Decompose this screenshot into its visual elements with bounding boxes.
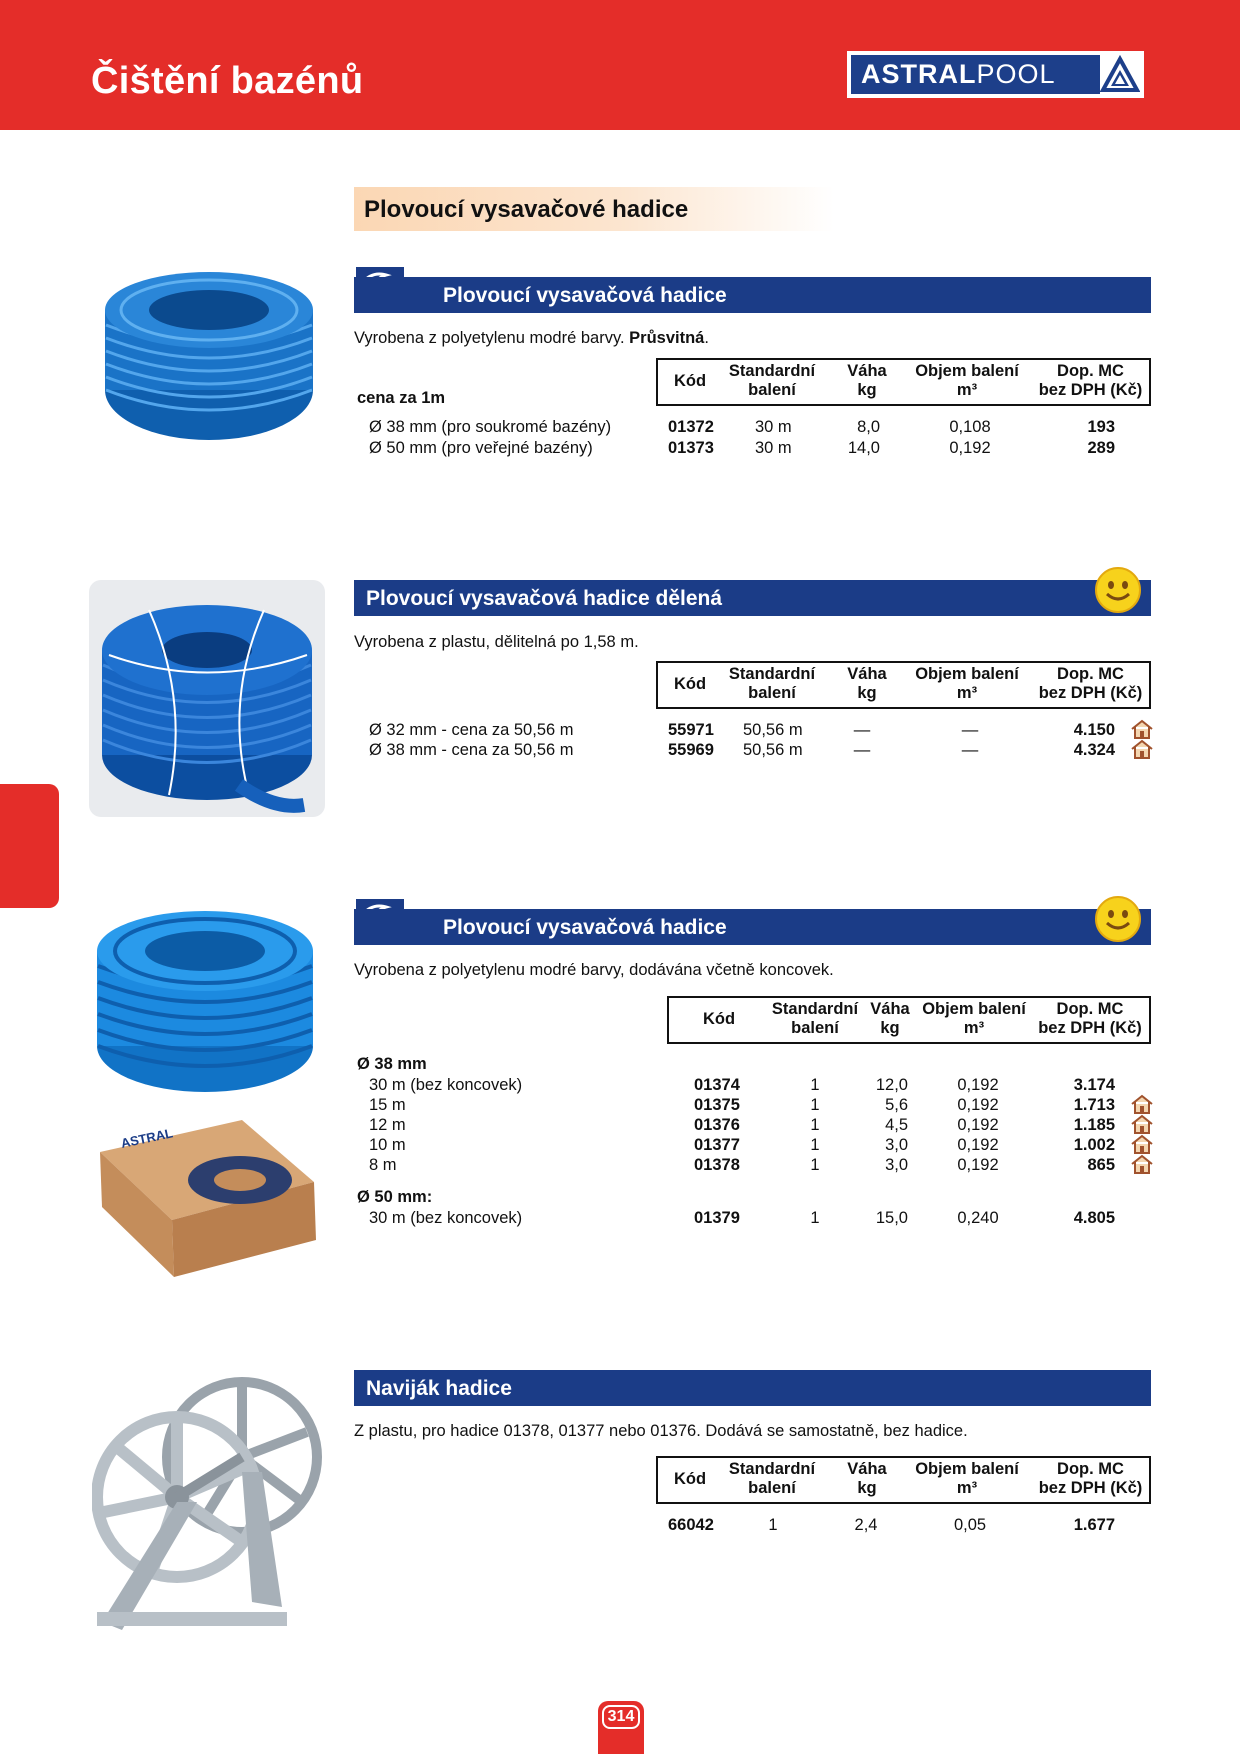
house-icon xyxy=(1131,739,1153,759)
row-price: 1.185 xyxy=(1073,1116,1115,1134)
row-code: 01373 xyxy=(668,439,714,457)
row-weight: 12,0 xyxy=(875,1076,908,1094)
section-title-bar xyxy=(354,909,1151,945)
row-pack: 1 xyxy=(810,1136,820,1154)
house-icon xyxy=(1131,1154,1153,1174)
col-vaha-2: kg xyxy=(880,1019,900,1037)
col-kod: Kód xyxy=(673,1470,707,1488)
row-code: 55971 xyxy=(668,721,714,739)
col-baleni xyxy=(722,1460,822,1498)
row-pack: 1 xyxy=(810,1156,820,1174)
col-vaha xyxy=(865,1000,915,1038)
col-cena-2: bez DPH (Kč) xyxy=(1038,1019,1142,1037)
row-price: 1.002 xyxy=(1073,1136,1115,1154)
row-name: Ø 38 mm (pro soukromé bazény) xyxy=(369,418,612,436)
table-header xyxy=(656,1456,1151,1504)
row-code: 01379 xyxy=(694,1209,740,1227)
col-cena-2: bez DPH (Kč) xyxy=(1038,684,1143,702)
col-baleni-2: balení xyxy=(748,684,796,702)
col-objem-2: m³ xyxy=(956,684,978,702)
col-objem-1: Objem balení xyxy=(915,665,1019,683)
col-kod: Kód xyxy=(702,1010,736,1028)
row-weight: 3,0 xyxy=(885,1136,908,1154)
col-objem-2: m³ xyxy=(956,381,978,399)
col-objem-1: Objem balení xyxy=(922,1000,1026,1018)
row-code: 01376 xyxy=(694,1116,740,1134)
col-cena-1: Dop. MC xyxy=(1057,665,1124,683)
page-title: Čištění bazénů xyxy=(91,60,364,102)
row-name: Ø 38 mm - cena za 50,56 m xyxy=(369,741,574,759)
row-weight: 4,5 xyxy=(885,1116,908,1134)
svg-text:ASTRAL: ASTRAL xyxy=(119,1125,175,1151)
col-kod: Kód xyxy=(673,675,707,693)
row-weight: 3,0 xyxy=(885,1156,908,1174)
section-title-bar xyxy=(354,580,1151,616)
row-weight: 8,0 xyxy=(857,418,880,436)
row-volume: 0,192 xyxy=(957,1136,999,1154)
row-price: 289 xyxy=(1087,439,1115,457)
row-pack: 50,56 m xyxy=(743,741,803,759)
row-weight: — xyxy=(853,721,871,739)
col-baleni-2: balení xyxy=(748,381,796,399)
row-price: 865 xyxy=(1087,1156,1115,1174)
col-baleni xyxy=(765,1000,865,1038)
row-price: 193 xyxy=(1087,418,1115,436)
col-vaha-2: kg xyxy=(857,381,877,399)
row-name: 8 m xyxy=(369,1156,397,1174)
row-code: 01372 xyxy=(668,418,714,436)
row-code: 55969 xyxy=(668,741,714,759)
section-title-bar xyxy=(354,277,1151,313)
col-baleni-1: Standardní xyxy=(728,362,816,380)
row-price: 1.713 xyxy=(1073,1096,1115,1114)
section-description: Z plastu, pro hadice 01378, 01377 nebo 01376. Dodává se samostatně, bez hadice. xyxy=(354,1422,968,1440)
row-volume: — xyxy=(961,721,979,739)
page-heading xyxy=(354,187,834,231)
row-code: 01375 xyxy=(694,1096,740,1114)
astralpool-logo xyxy=(847,51,1144,98)
row-pack: 1 xyxy=(810,1209,820,1227)
col-vaha-2: kg xyxy=(857,684,877,702)
section-description xyxy=(354,329,709,348)
row-volume: 0,192 xyxy=(949,439,991,457)
col-cena xyxy=(1032,665,1149,703)
col-cena-2: bez DPH (Kč) xyxy=(1038,1479,1143,1497)
row-volume: 0,240 xyxy=(957,1209,999,1227)
house-icon xyxy=(1131,1094,1153,1114)
col-cena-1: Dop. MC xyxy=(1056,1000,1124,1018)
row-volume: — xyxy=(961,741,979,759)
description-text: Vyrobena z polyetylenu modré barvy. xyxy=(354,329,630,347)
col-objem-2: m³ xyxy=(956,1479,978,1497)
col-objem xyxy=(902,1460,1032,1498)
row-code: 01374 xyxy=(694,1076,740,1094)
group-label-38mm: Ø 38 mm xyxy=(357,1055,427,1073)
row-code: 01378 xyxy=(694,1156,740,1174)
row-pack: 1 xyxy=(810,1116,820,1134)
col-objem-2: m³ xyxy=(963,1019,985,1037)
col-baleni-2: balení xyxy=(748,1479,796,1497)
row-volume: 0,108 xyxy=(949,418,991,436)
section-description: Vyrobena z polyetylenu modré barvy, dodávána včetně koncovek. xyxy=(354,961,834,979)
logo-text-pool: POOL xyxy=(976,59,1056,89)
description-bold: Průsvitná xyxy=(629,329,705,347)
col-baleni-1: Standardní xyxy=(728,1460,816,1478)
astralpool-a-icon xyxy=(1100,55,1140,94)
page-heading-text: Plovoucí vysavačové hadice xyxy=(364,196,689,223)
row-weight: 2,4 xyxy=(854,1516,878,1534)
row-weight: 5,6 xyxy=(885,1096,908,1114)
table-header xyxy=(656,661,1151,709)
col-objem-1: Objem balení xyxy=(915,362,1019,380)
section-title: Plovoucí vysavačová hadice xyxy=(443,284,727,307)
col-baleni xyxy=(722,665,822,703)
row-name: Ø 32 mm - cena za 50,56 m xyxy=(369,721,574,739)
table-header xyxy=(656,358,1151,406)
row-name: 10 m xyxy=(369,1136,406,1154)
table-header xyxy=(667,996,1151,1044)
col-baleni-1: Standardní xyxy=(728,665,816,683)
row-pack: 30 m xyxy=(755,439,792,457)
house-icon xyxy=(1131,719,1153,739)
row-price: 1.677 xyxy=(1073,1516,1115,1534)
row-pack: 50,56 m xyxy=(743,721,803,739)
col-cena-1: Dop. MC xyxy=(1057,362,1124,380)
hose-reel-image xyxy=(92,1372,324,1637)
col-baleni-1: Standardní xyxy=(771,1000,859,1018)
section-title: Plovoucí vysavačová hadice xyxy=(443,916,727,939)
col-vaha xyxy=(832,1460,902,1498)
col-objem xyxy=(902,362,1032,400)
price-per-meter-label: cena za 1m xyxy=(357,389,446,407)
section-title: Plovoucí vysavačová hadice dělená xyxy=(366,587,723,610)
product-box-image xyxy=(92,1112,322,1280)
row-pack: 30 m xyxy=(755,418,792,436)
row-weight: — xyxy=(853,741,871,759)
page-header xyxy=(0,0,1240,130)
col-cena xyxy=(1032,362,1149,400)
col-vaha-1: Váha xyxy=(847,362,887,380)
row-volume: 0,192 xyxy=(957,1076,999,1094)
row-volume: 0,05 xyxy=(953,1516,987,1534)
row-price: 4.150 xyxy=(1073,721,1115,739)
col-kod: Kód xyxy=(673,372,707,390)
group-label-50mm: Ø 50 mm: xyxy=(357,1188,433,1206)
col-objem xyxy=(902,665,1032,703)
col-vaha xyxy=(832,665,902,703)
col-vaha-1: Váha xyxy=(870,1000,910,1018)
row-name: 15 m xyxy=(369,1096,406,1114)
col-baleni-2: balení xyxy=(791,1019,839,1037)
section-description: Vyrobena z plastu, dělitelná po 1,58 m. xyxy=(354,633,639,651)
row-code: 66042 xyxy=(668,1516,714,1534)
col-vaha xyxy=(832,362,902,400)
row-code: 01377 xyxy=(694,1136,740,1154)
row-volume: 0,192 xyxy=(957,1116,999,1134)
row-weight: 14,0 xyxy=(847,439,880,457)
hose-coil-image xyxy=(93,906,317,1096)
col-vaha-2: kg xyxy=(857,1479,877,1497)
description-end: . xyxy=(704,329,709,347)
logo-text-astral: ASTRAL xyxy=(861,59,977,89)
col-vaha-1: Váha xyxy=(847,665,887,683)
row-pack: 1 xyxy=(810,1076,820,1094)
section-title: Naviják hadice xyxy=(366,1377,512,1400)
row-price: 3.174 xyxy=(1073,1076,1115,1094)
row-price: 4.805 xyxy=(1073,1209,1115,1227)
smiley-icon xyxy=(1094,566,1142,614)
row-volume: 0,192 xyxy=(957,1156,999,1174)
section-title-bar xyxy=(354,1370,1151,1406)
house-icon xyxy=(1131,1114,1153,1134)
row-name: 12 m xyxy=(369,1116,406,1134)
col-cena xyxy=(1031,1000,1149,1038)
page-number: 314 xyxy=(602,1705,640,1729)
row-weight: 15,0 xyxy=(875,1209,908,1227)
row-price: 4.324 xyxy=(1073,741,1115,759)
hose-coil-image xyxy=(102,270,317,445)
smiley-icon xyxy=(1094,895,1142,943)
col-cena xyxy=(1032,1460,1149,1498)
col-cena-2: bez DPH (Kč) xyxy=(1038,381,1143,399)
col-cena-1: Dop. MC xyxy=(1057,1460,1124,1478)
page-number-tab xyxy=(598,1701,644,1754)
col-objem-1: Objem balení xyxy=(915,1460,1019,1478)
chapter-tab xyxy=(0,784,59,908)
col-vaha-1: Váha xyxy=(847,1460,887,1478)
row-pack: 1 xyxy=(810,1096,820,1114)
col-baleni xyxy=(722,362,822,400)
row-name: Ø 50 mm (pro veřejné bazény) xyxy=(369,439,593,457)
divided-hose-image xyxy=(89,580,325,817)
row-name: 30 m (bez koncovek) xyxy=(369,1209,523,1227)
row-name: 30 m (bez koncovek) xyxy=(369,1076,523,1094)
house-icon xyxy=(1131,1134,1153,1154)
row-pack: 1 xyxy=(768,1516,778,1534)
col-objem xyxy=(919,1000,1029,1038)
row-volume: 0,192 xyxy=(957,1096,999,1114)
